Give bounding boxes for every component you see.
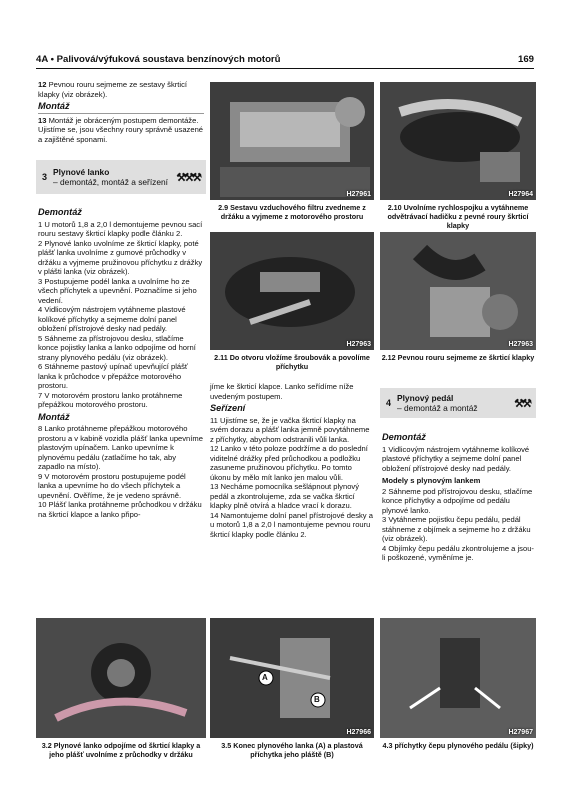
figure-3-2-caption: 3.2 Plynové lanko odpojíme od škrticí klapky a jeho plášť uvolníme z průchodky v držáku [41,741,201,759]
para-12b: 12 Lanko v této poloze podržíme a do poslední viditelné drážky před průchodkou a podložku zasuneme pružinovou příchytku. Po tomto úkonu by mělo mít lanko jen malou vůli. [210,444,368,482]
left-column [38,80,204,144]
figure-3-2-photo [36,618,206,738]
para-6: 6 Stáhneme pastový upínač upevňující plášť lanka k průchodce v přepážce motorového prostoru. [38,362,188,390]
section-4-title: Plynový pedál – demontáž a montáž [397,393,478,413]
figure-2-12-caption: 2.12 Pevnou rouru sejmeme ze škrticí klapky [381,353,535,362]
figure-2-12-photo: H27963 [380,232,536,350]
para-5: 5 Sáhneme za přístrojovou desku, stlačíme konce pojistky lanka a lanko odpojíme od horní strany plynového pedálu (viz obrázek). [38,333,196,362]
marker-a: A [262,673,268,682]
serizeni-heading: Seřízení [210,403,246,413]
middle-column [210,382,374,539]
figure-2-10-caption: 2.10 Uvolníme rychlospojku a vytáhneme odvětrávací hadičku z pevné roury škrticí klapky [387,203,529,230]
difficulty-icon-2: ⚒⚒ [514,397,530,410]
montaz-heading-2: Montáž [38,411,70,422]
para-3: 3 Postupujeme podél lanka a uvolníme ho ze všech příchytek a upevnění. Poznačíme si jeho vedení. [38,276,197,305]
figure-2-11-caption: 2.11 Do otvoru vložíme šroubovák a povolíme příchytku [214,353,370,371]
figure-3-5-photo: A B H27966 [210,618,374,738]
page-header [36,54,534,69]
para-4: 4 Vidlicovým nástrojem vytáhneme plastové kolíkové příchytky a sejmeme dolní panel obložení přístrojové desky nad pedály. [38,305,186,333]
para-r1: 1 Vidlicovým nástrojem vytáhneme kolíkové plastové příchytky a sejmeme dolní panel obložení přístrojové desky nad pedály. [382,444,530,473]
para-10: 10 Plášť lanka protáhneme průchodkou v držáku na škrticí klapce a lanko připo- [38,500,202,519]
figure-2-9-photo: H27961 [210,82,374,200]
figure-2-11-photo: H27963 [210,232,374,350]
para-8: 8 Lanko protáhneme přepážkou motorového prostoru a v kabině vozidla plášť lanka upevníme plastovým upínačem. Lanko upevníme k plynovému pedálu (zatlačíme ho tak, aby zapadlo na místo). [38,424,203,471]
para-2: 2 Plynové lanko uvolníme ze škrticí klapky, poté plášť lanka uvolníme z gumové průchodky v držáku a vyjmeme pružinovou příchytku z drážky v plášti lanka (viz obrázek). [38,238,203,276]
para-11: 11 Ujistíme se, že je vačka škrticí klapky na svém dorazu a plášť lanka jemně povytáhneme z příchytky, abychom odstranili vůli lanka. [210,415,370,444]
section-4-box [380,388,536,418]
para-1: 1 U motorů 1,8 a 2,0 l demontujeme pevnou sací rouru sestavy škrticí klapky podle článku 2. [38,219,203,238]
marker-b: B [314,695,320,704]
figure-2-9-caption: 2.9 Sestavu vzduchového filtru zvedneme z držáku a vyjmeme z motorového prostoru [218,203,366,221]
para-12: 12 Pevnou rouru sejmeme ze sestavy škrticí klapky (viz obrázek). [38,80,188,99]
figure-4-3-caption: 4.3 příchytky čepu plynového pedálu (šipky) [382,741,534,750]
para-13b: 13 Necháme pomocníka sešlápnout plynový pedál a zkontrolujeme, zda se vačka škrticí klapky plně otvírá a hladce vrací k dorazu. [210,482,360,510]
right-column [382,430,536,563]
demontaz-heading-right: Demontáž [382,432,426,442]
para-r4: 4 Objímky čepu pedálu zkontrolujeme a jsou-li poškozené, vyměníme je. [382,543,534,562]
left-column-body [38,205,204,519]
para-r3: 3 Vytáhneme pojistku čepu pedálu, pedál stáhneme z objímek a sejmeme ho z držáku (viz obrázek). [382,515,531,543]
section-4-number: 4 [386,398,392,408]
figure-3-5-caption: 3.5 Konec plynového lanka (A) a plastová příchytka jeho pláště (B) [221,741,363,759]
section-3-number: 3 [42,172,48,182]
para-10-cont: jíme ke škrticí klapce. Lanko seřídíme níže uvedeným postupem. [210,382,354,401]
page-number: 169 [517,54,534,65]
figure-2-10-photo: H27964 [380,82,536,200]
para-r2: 2 Sáhneme pod přístrojovou desku, stlačíme konce příchytky a odpojíme od pedálu plynové lanko. [382,486,533,515]
demontaz-heading: Demontáž [38,207,82,217]
section-3-box [36,160,206,194]
para-14: 14 Namontujeme dolní panel přístrojové desky a u motorů 1,8 a 2,0 l namontujeme pevnou rouru škrticí klapky podle článku 2. [210,510,373,539]
figure-4-3-photo: H27967 [380,618,536,738]
montaz-heading: Montáž [38,102,204,114]
para-7: 7 V motorovém prostoru lanko protáhneme přepážkou motorového prostoru. [38,390,183,409]
difficulty-icon: ⚒⚒⚒ [176,171,200,184]
para-9: 9 V motorovém prostoru postupujeme podél lanka a upevníme ho do všech příchytek a upevnění. Ověříme, že je vedeno správně. [38,471,186,500]
para-13: 13 Montáž je obráceným postupem demontáže. Ujistíme se, jsou všechny roury správně usazené a zajištěné sponami. [38,115,204,144]
section-3-title: Plynové lanko – demontáž, montáž a seřízení [53,167,169,187]
header-title: 4A • Palivová/výfuková soustava benzínových motorů [36,54,281,65]
models-subheading: Modely s plynovým lankem [382,476,481,485]
